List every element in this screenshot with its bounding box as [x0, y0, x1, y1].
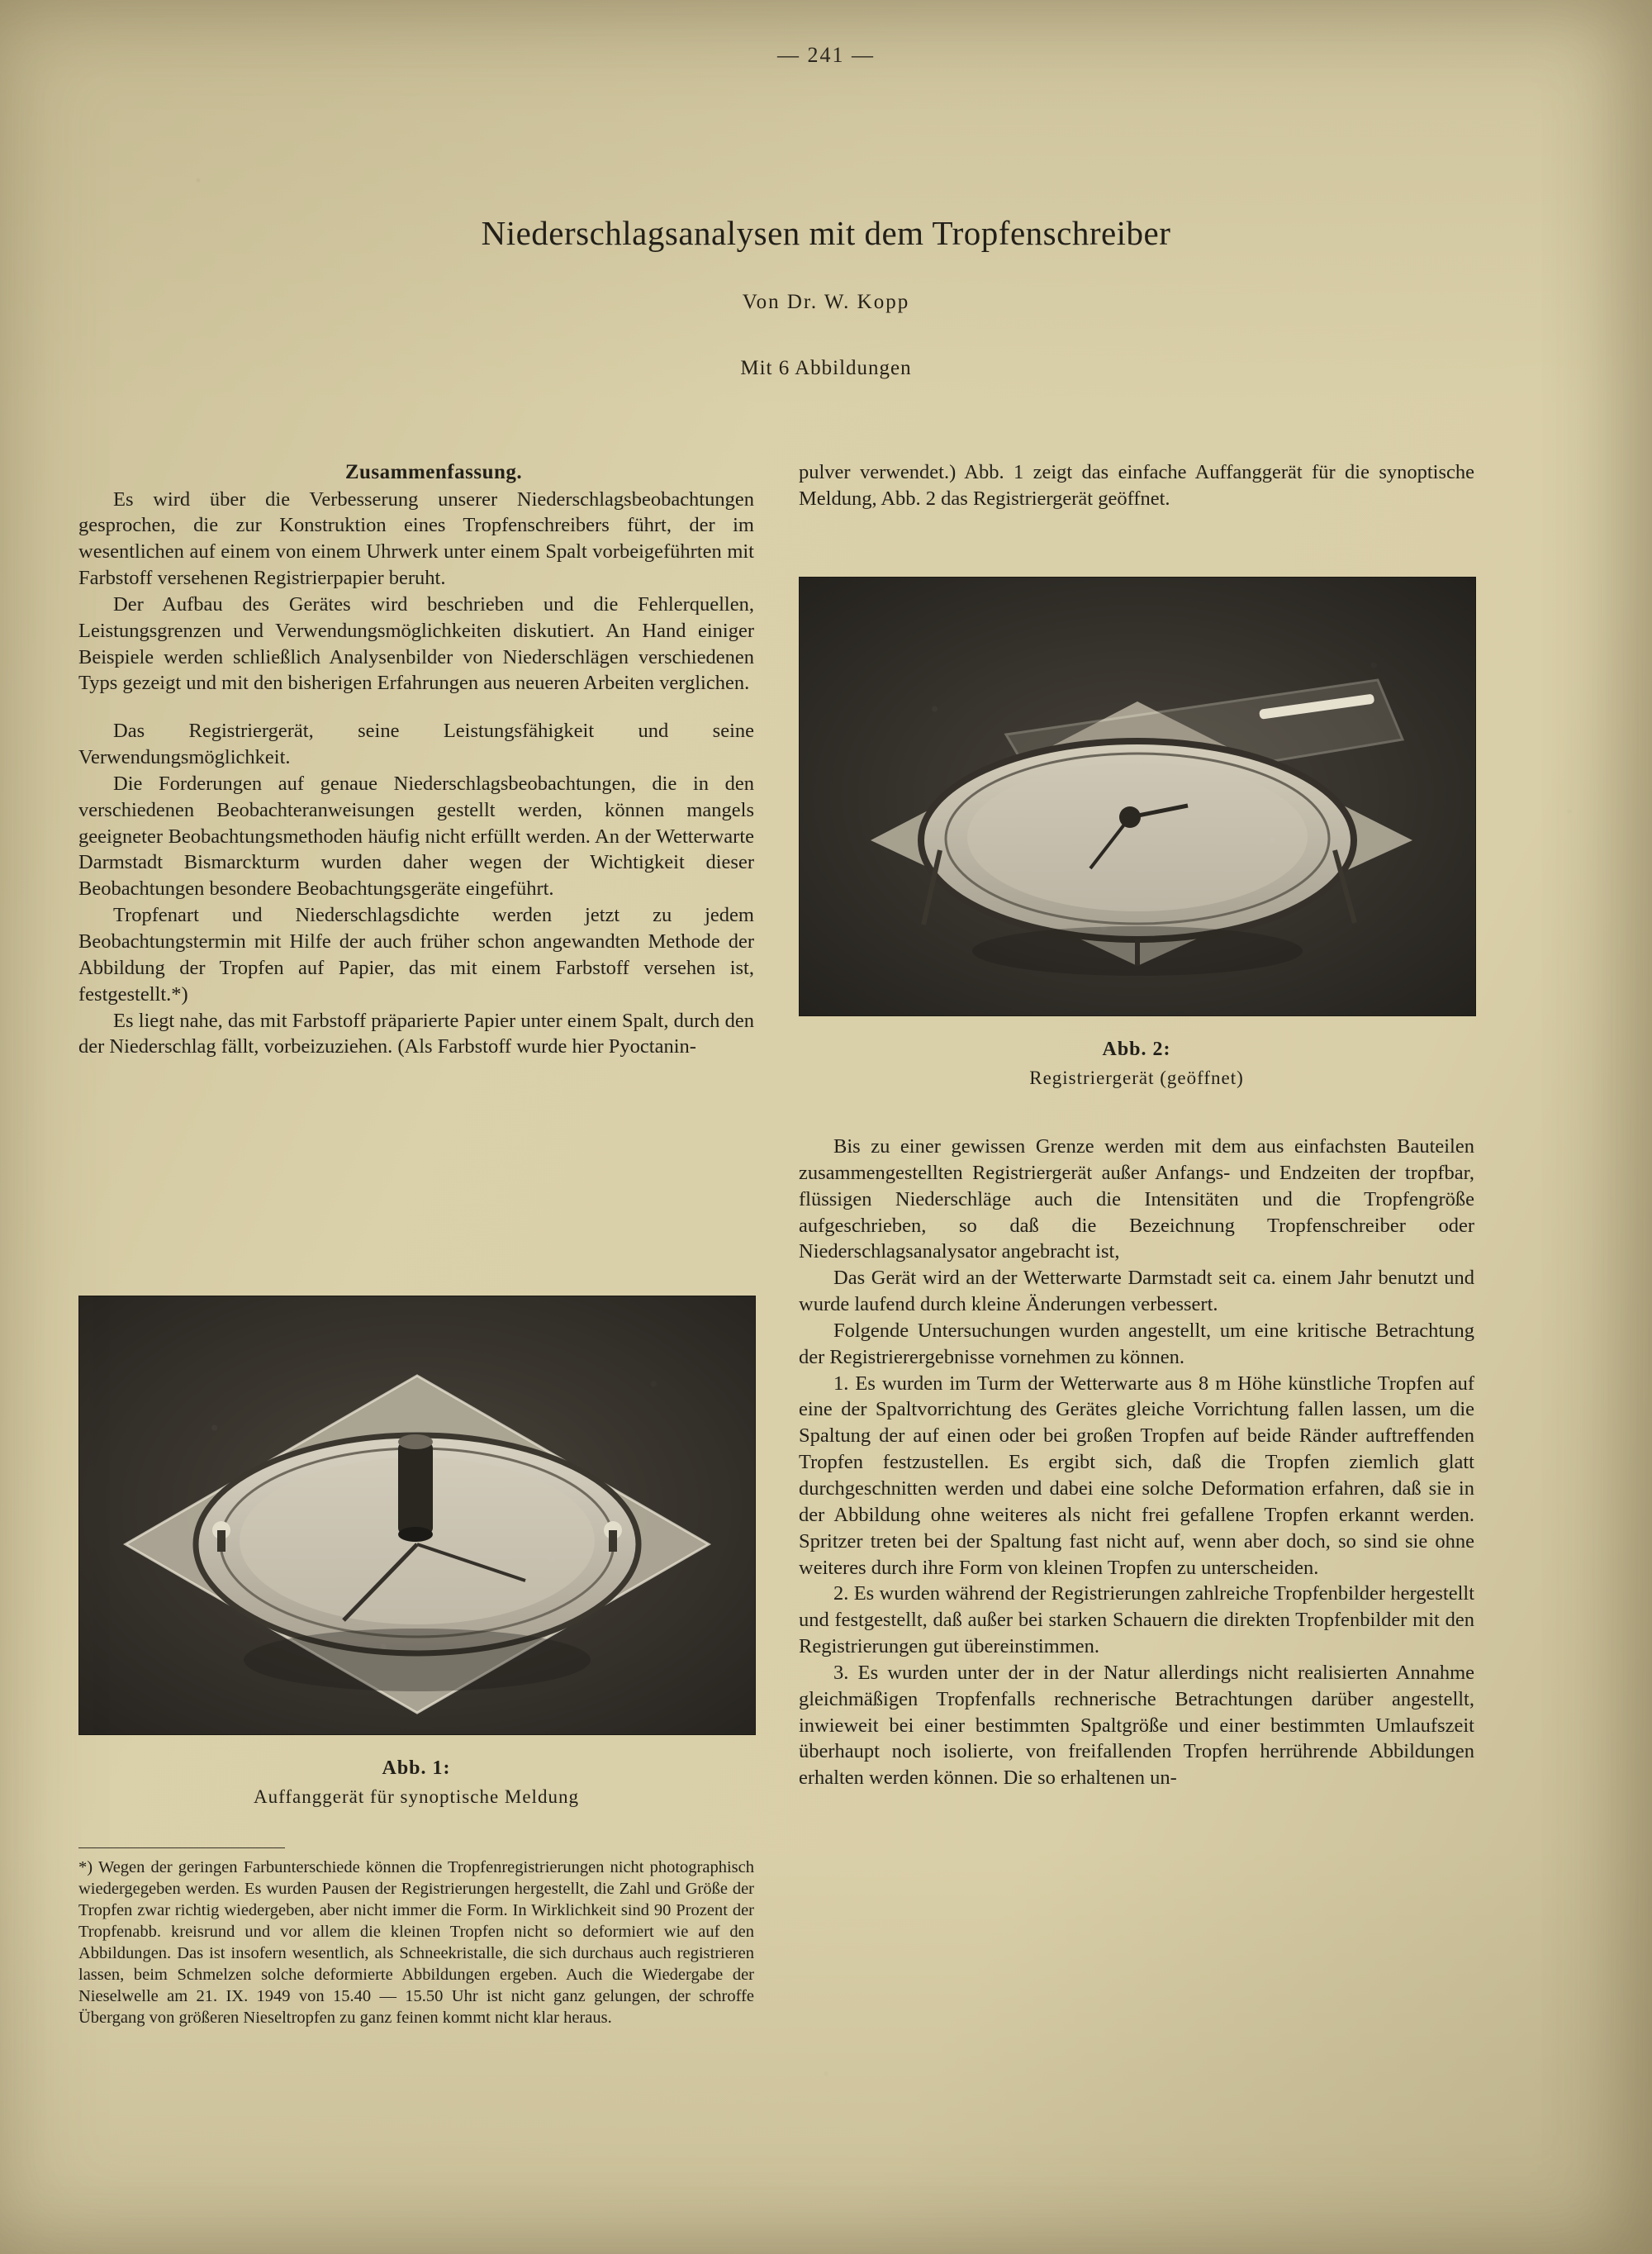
right-paragraph-2: Bis zu einer gewissen Grenze werden mit dem aus einfachsten Bauteilen zusammengestellten Registriergerät außer Anfangs- und Endzeiten der tropfbar, flüssigen Niederschläge auch die Intensitäten und die Tropfengröße aufgeschrieben, so daß die Bezeichnung Tropfenschreiber oder Niederschlagsanalysator angebracht ist,: [799, 1135, 1474, 1263]
right-paragraph-1: pulver verwendet.) Abb. 1 zeigt das einfache Auffanggerät für die synoptische Meldung, Abb. 2 das Registriergerät geöffnet.: [799, 461, 1474, 510]
article-title: Niederschlagsanalysen mit dem Tropfenschreiber: [481, 214, 1171, 252]
figure-2: [799, 577, 1474, 1093]
figure-1-label: Abb. 1:: [382, 1757, 451, 1779]
footnote-rule: [78, 1847, 285, 1848]
article-byline: Von Dr. W. Kopp: [742, 291, 910, 313]
right-paragraph-4: Folgende Untersuchungen wurden angestellt, um eine kritische Betrachtung der Registrierergebnisse vornehmen zu können.: [799, 1319, 1474, 1368]
figure-1: [78, 1296, 754, 1812]
page-number: — 241 —: [777, 43, 875, 67]
body-paragraph-5: Es liegt nahe, das mit Farbstoff präparierte Papier unter einem Spalt, durch den der Niederschlag fällt, vorbeizuziehen. (Als Farbstoff wurde hier Pyoctanin-: [78, 1009, 754, 1058]
right-paragraph-6: 2. Es wurden während der Registrierungen zahlreiche Tropfenbilder hergestellt und festgestellt, daß außer bei starken Schauern die direkten Tropfenbilder mit den Registrierungen gut übereinstimmen.: [799, 1582, 1474, 1658]
right-paragraph-5: 1. Es wurden im Turm der Wetterwarte aus 8 m Höhe künstliche Tropfen auf eine der Spaltvorrichtung des Gerätes gleiche Vorrichtung fallen lassen, um die Spaltung der auf einen oder bei großen Tropfen auf beide Ränder auftreffenden Tropfen festzustellen. Es ergibt sich, daß die Tropfen ziemlich glatt durchgeschnitten werden und dabei eine solche Deformation erfahren, daß sie in der Abbildung ohne weiteres als nicht frei gefallene Tropfen erkannt werden. Spritzer treten bei der Spaltung fast nicht auf, wenn aber doch, so sind sie ohne weiteres durch ihre Form von kleinen Tropfen zu unterscheiden.: [799, 1372, 1474, 1579]
figure-1-caption: [78, 1753, 754, 1812]
body-paragraph-4: Tropfenart und Niederschlagsdichte werden jetzt zu jedem Beobachtungstermin mit Hilfe der auch früher schon angewandten Methode der Abbildung der Tropfen auf Papier, das mit einem Farbstoff versehen ist, festgestellt.*): [78, 904, 754, 1006]
section-heading: Das Registriergerät, seine Leistungsfähigkeit und seine Verwendungsmöglichkeit.: [78, 720, 754, 769]
abstract-paragraph-2: Der Aufbau des Gerätes wird beschrieben und die Fehlerquellen, Leistungsgrenzen und Verwendungsmöglichkeiten diskutiert. An Hand einiger Beispiele werden schließlich Analysenbilder von Niederschlägen verschiedenen Typs gezeigt und mit den bisherigen Erfahrungen aus neueren Arbeiten verglichen.: [78, 592, 754, 695]
footnote-marker: *): [78, 1858, 93, 1876]
abstract-paragraph-1: Es wird über die Verbesserung unserer Niederschlagsbeobachtungen gesprochen, die zur Konstruktion eines Tropfenschreibers führt, der im wesentlichen auf einem von einem Uhrwerk unter einem Spalt vorbeigeführten mit Farbstoff versehenen Registrierpapier beruht.: [78, 487, 754, 590]
footnote: [78, 1847, 754, 2028]
right-paragraph-3: Das Gerät wird an der Wetterwarte Darmstadt seit ca. einem Jahr benutzt und wurde laufend durch kleine Änderungen verbessert.: [799, 1267, 1474, 1316]
right-paragraph-7: 3. Es wurden unter der in der Natur allerdings nicht realisierten Annahme gleichmäßigen Tropfenfalls rechnerische Betrachtungen darüber angestellt, inwieweit bei einer bestimmten Spaltgröße und einer bestimmten Umlaufszeit überhaupt noch isolierte, von freifallenden Tropfen herrührende Abbildungen erhalten werden können. Die so erhaltenen un-: [799, 1661, 1474, 1790]
right-column-top: [799, 459, 1474, 550]
figure-2-caption-text: Registriergerät (geöffnet): [1029, 1068, 1244, 1088]
abstract-heading: Zusammenfassung.: [344, 461, 523, 483]
right-column-bottom: [799, 1134, 1474, 1791]
figure-2-photo: [799, 577, 1476, 1016]
figure-1-photo: [78, 1296, 756, 1735]
footnote-text: Wegen der geringen Farbunterschiede können die Tropfenregistrierungen nicht photographisch wiedergegeben werden. Es wurden Pausen der Registrierungen hergestellt, die Zahl und Größe der Tropfen zwar richtig wiedergeben, aber nicht immer die Form. In Wirklichkeit sind 90 Prozent der Tropfenabb. kreisrund und vor allem die kleinen Tropfen nicht so deformiert wie auf den Abbildungen. Das ist insofern wesentlich, als Schneekristalle, die sich durchaus auch registrieren lassen, beim Schmelzen solche deformierte Abbildungen ergeben. Auch die Wiedergabe der Nieselwelle am 21. IX. 1949 von 15.40 — 15.50 Uhr ist nicht ganz gelungen, der schroffe Übergang von größeren Nieseltropfen zu ganz feinen kommt nicht klar heraus.: [78, 1858, 754, 2028]
body-paragraph-3: Die Forderungen auf genaue Niederschlagsbeobachtungen, die in den verschiedenen Beobachteranweisungen gestellt werden, können mangels geeigneter Beobachtungsmethoden häufig nicht erfüllt werden. An der Wetterwarte Darmstadt Bismarckturm wurden daher wegen der Wichtigkeit dieser Beobachtungen besondere Beobachtungsgeräte eingeführt.: [78, 772, 754, 901]
figure-2-label: Abb. 2:: [1102, 1039, 1171, 1060]
figure-count-note: Mit 6 Abbildungen: [740, 357, 912, 379]
figure-2-caption: [799, 1034, 1474, 1093]
figure-1-caption-text: Auffanggerät für synoptische Meldung: [254, 1786, 579, 1807]
left-column: [78, 459, 754, 1060]
